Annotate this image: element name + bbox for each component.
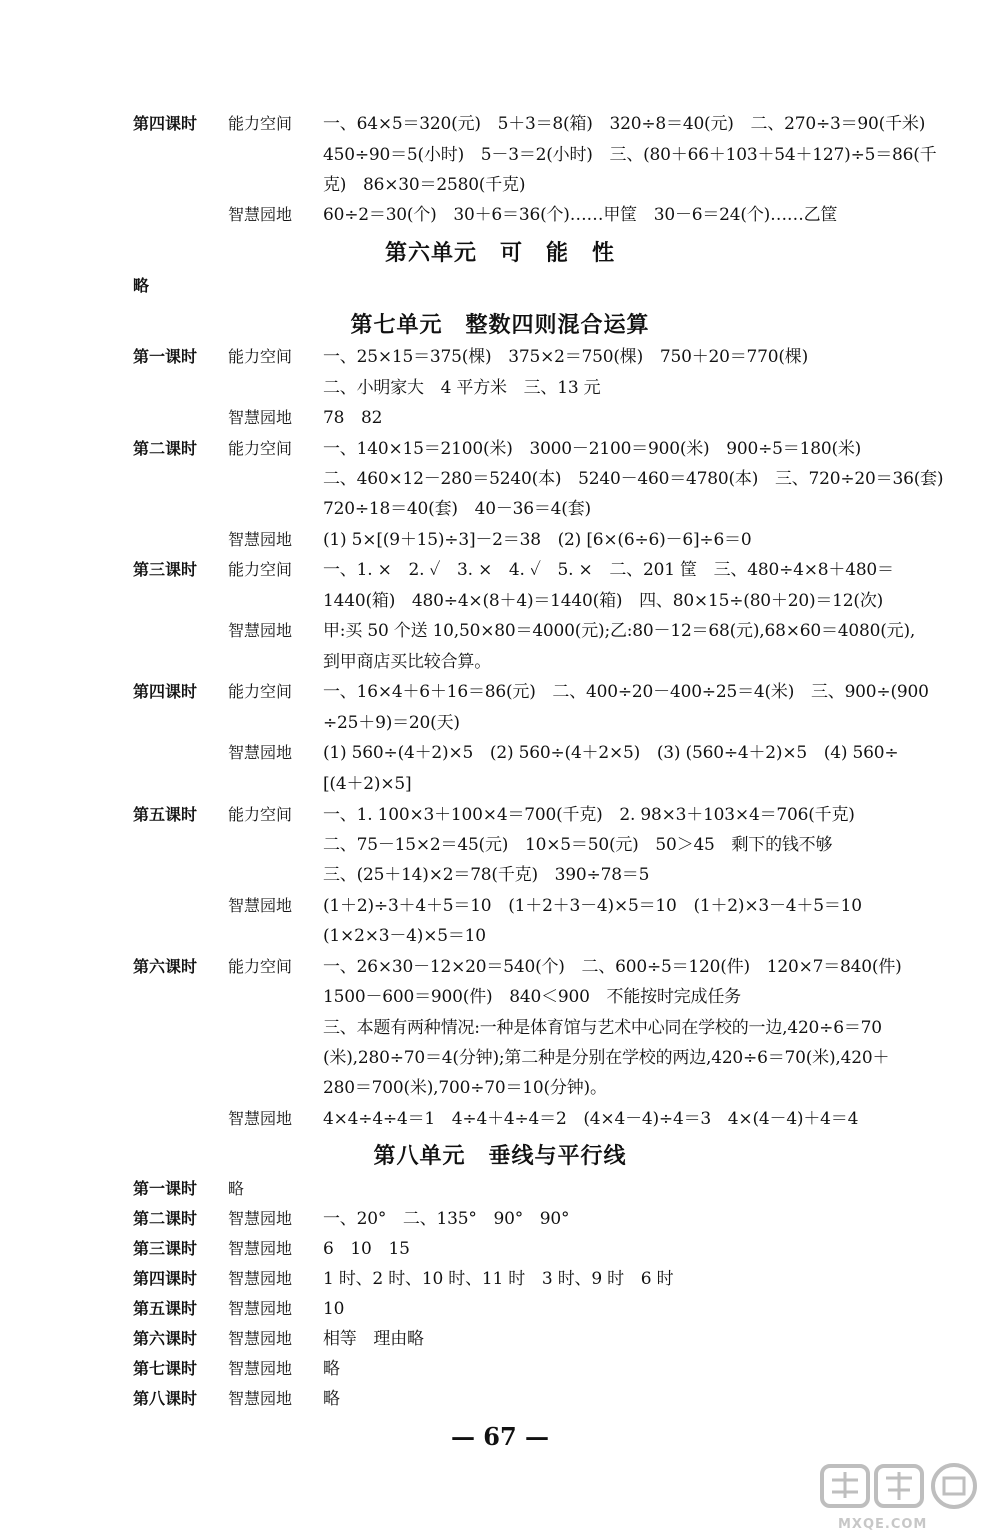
section-label: 智慧园地	[228, 530, 293, 549]
answer-text: 二、小明家大 4 平方米 三、13 元	[323, 378, 601, 398]
unit-heading: 第八单元 垂线与平行线	[373, 1144, 627, 1169]
answer-row	[0, 769, 1000, 799]
answer-text: 相等 理由略	[323, 1329, 424, 1349]
answer-row	[0, 464, 1000, 494]
answer-text: [(4＋2)×5]	[323, 774, 412, 794]
section-label: 智慧园地	[228, 1109, 293, 1128]
answer-row	[0, 708, 1000, 738]
answer-text: 280＝700(米),700÷70＝10(分钟)。	[323, 1078, 607, 1098]
answer-row	[0, 860, 1000, 890]
answer-text: 克) 86×30＝2580(千克)	[323, 175, 526, 195]
answer-text: 三、(25＋14)×2＝78(千克) 390÷78＝5	[323, 865, 650, 885]
answer-row	[0, 1104, 1000, 1134]
answer-row	[0, 616, 1000, 646]
section-label: 智慧园地	[228, 1239, 293, 1258]
answer-text: 1 时、2 时、10 时、11 时 3 时、9 时 6 时	[323, 1269, 674, 1289]
answer-text: 1500－600＝900(件) 840＜900 不能按时完成任务	[323, 987, 741, 1007]
answer-text: 略	[323, 1389, 340, 1409]
lesson-label: 第四课时	[133, 114, 198, 133]
lesson-label: 第六课时	[133, 1329, 198, 1348]
answer-row	[0, 586, 1000, 616]
answer-text: (1×2×3－4)×5＝10	[323, 926, 486, 946]
answer-row	[0, 109, 1000, 139]
unit-heading: 第七单元 整数四则混合运算	[350, 313, 650, 338]
section-label: 能力空间	[228, 957, 293, 976]
answer-text: 720÷18＝40(套) 40－36＝4(套)	[323, 499, 591, 519]
answer-text: 一、1. 100×3＋100×4＝700(千克) 2. 98×3＋103×4＝706(千克)	[323, 805, 855, 825]
answer-row	[0, 982, 1000, 1012]
answer-text: 450÷90＝5(小时) 5－3＝2(小时) 三、(80＋66＋103＋54＋127)÷5＝86(千	[323, 145, 937, 165]
answer-row	[0, 1013, 1000, 1043]
lesson-label: 第七课时	[133, 1359, 198, 1378]
lesson-label: 第三课时	[133, 560, 198, 579]
lesson-label: 第八课时	[133, 1389, 198, 1408]
answer-row	[0, 1264, 1000, 1294]
answer-text: 到甲商店买比较合算。	[323, 652, 491, 672]
unit-heading: 第六单元 可 能 性	[384, 241, 615, 266]
answer-row	[0, 140, 1000, 170]
answer-row	[0, 647, 1000, 677]
answer-row	[0, 494, 1000, 524]
answer-text: 略	[323, 1359, 340, 1379]
answer-text: 10	[323, 1299, 345, 1319]
answer-row	[0, 403, 1000, 433]
answer-row	[0, 373, 1000, 403]
watermark-logo	[818, 1462, 988, 1534]
answer-text: ÷25＋9)＝20(天)	[323, 713, 460, 733]
answer-row	[0, 921, 1000, 951]
answer-text: 4×4÷4÷4＝1 4÷4＋4÷4＝2 (4×4－4)÷4＝3 4×(4－4)＋4＝4	[323, 1109, 859, 1129]
answer-row	[0, 525, 1000, 555]
answer-text: 一、20° 二、135° 90° 90°	[323, 1209, 570, 1229]
section-label: 能力空间	[228, 682, 293, 701]
section-label: 能力空间	[228, 439, 293, 458]
answer-row	[0, 677, 1000, 707]
answer-row	[0, 1354, 1000, 1384]
answer-row	[0, 200, 1000, 230]
answer-text: 三、本题有两种情况:一种是体育馆与艺术中心同在学校的一边,420÷6＝70	[323, 1018, 882, 1038]
lesson-label: 第一课时	[133, 1179, 198, 1198]
answer-text: (1＋2)÷3＋4＋5＝10 (1＋2＋3－4)×5＝10 (1＋2)×3－4＋5＝10	[323, 896, 862, 916]
answer-row	[0, 1324, 1000, 1354]
section-label: 略	[228, 1179, 245, 1198]
section-label: 能力空间	[228, 805, 293, 824]
section-label: 智慧园地	[228, 1359, 293, 1378]
answer-text: (米),280÷70＝4(分钟);第二种是分别在学校的两边,420÷6＝70(米),420＋	[323, 1048, 890, 1068]
section-label: 智慧园地	[228, 621, 293, 640]
answer-row	[0, 830, 1000, 860]
answer-row	[0, 170, 1000, 200]
answer-text: 一、16×4＋6＋16＝86(元) 二、400÷20－400÷25＝4(米) 三、900÷(900	[323, 682, 929, 702]
answer-text: 甲:买 50 个送 10,50×80＝4000(元);乙:80－12＝68(元),68×60＝4080(元),	[323, 621, 916, 641]
answer-text: 略	[133, 276, 150, 295]
section-label: 智慧园地	[228, 1269, 293, 1288]
section-label: 智慧园地	[228, 1299, 293, 1318]
section-label: 智慧园地	[228, 743, 293, 762]
answer-text: 一、26×30－12×20＝540(个) 二、600÷5＝120(件) 120×7＝840(件)	[323, 957, 902, 977]
answer-text: (1) 5×[(9＋15)÷3]－2＝38 (2) [6×(6÷6)－6]÷6＝0	[323, 530, 752, 550]
lesson-label: 第四课时	[133, 682, 198, 701]
answer-row	[0, 738, 1000, 768]
answer-text: 一、64×5＝320(元) 5＋3＝8(箱) 320÷8＝40(元) 二、270÷3＝90(千米)	[323, 114, 926, 134]
lesson-label: 第二课时	[133, 1209, 198, 1228]
answer-text: 60÷2＝30(个) 30＋6＝36(个)……甲筐 30－6＝24(个)……乙筐	[323, 205, 838, 225]
answer-row	[0, 342, 1000, 372]
section-label: 智慧园地	[228, 205, 293, 224]
lesson-label: 第六课时	[133, 957, 198, 976]
answer-text: 一、140×15＝2100(米) 3000－2100＝900(米) 900÷5＝180(米)	[323, 439, 862, 459]
lesson-label: 第四课时	[133, 1269, 198, 1288]
answer-row	[0, 555, 1000, 585]
answer-text: 6 10 15	[323, 1239, 410, 1259]
answer-text: 二、460×12－280＝5240(本) 5240－460＝4780(本) 三、720÷20＝36(套)	[323, 469, 944, 489]
lesson-label: 第二课时	[133, 439, 198, 458]
answer-text: (1) 560÷(4＋2)×5 (2) 560÷(4＋2×5) (3) (560÷4＋2)×5 (4) 560÷	[323, 743, 899, 763]
section-label: 能力空间	[228, 114, 293, 133]
watermark-url: MXQE.COM	[838, 1517, 928, 1532]
answer-row	[0, 1234, 1000, 1264]
section-label: 能力空间	[228, 560, 293, 579]
section-label: 能力空间	[228, 347, 293, 366]
answer-row	[0, 891, 1000, 921]
lesson-label: 第一课时	[133, 347, 198, 366]
lesson-label: 第五课时	[133, 1299, 198, 1318]
answer-text: 78 82	[323, 408, 383, 428]
answer-row	[0, 434, 1000, 464]
answer-row	[0, 1174, 1000, 1204]
answer-row	[0, 271, 1000, 301]
lesson-label: 第三课时	[133, 1239, 198, 1258]
answer-text: 一、1. × 2. ✓ 3. × 4. ✓ 5. × 二、201 筐 三、480÷4×8＋480＝	[323, 560, 894, 580]
answer-text: 一、25×15＝375(棵) 375×2＝750(棵) 750＋20＝770(棵)	[323, 347, 809, 367]
section-label: 智慧园地	[228, 408, 293, 427]
page-number: — 67 —	[450, 1422, 550, 1451]
section-label: 智慧园地	[228, 896, 293, 915]
answer-row	[0, 1294, 1000, 1324]
answer-text: 二、75－15×2＝45(元) 10×5＝50(元) 50＞45 剩下的钱不够	[323, 835, 833, 855]
answer-row	[0, 952, 1000, 982]
answer-row	[0, 1043, 1000, 1073]
answer-row	[0, 1204, 1000, 1234]
section-label: 智慧园地	[228, 1209, 293, 1228]
lesson-label: 第五课时	[133, 805, 198, 824]
section-label: 智慧园地	[228, 1389, 293, 1408]
answer-row	[0, 1073, 1000, 1103]
answer-text: 1440(箱) 480÷4×(8＋4)＝1440(箱) 四、80×15÷(80＋20)＝12(次)	[323, 591, 884, 611]
answer-row	[0, 1384, 1000, 1414]
section-label: 智慧园地	[228, 1329, 293, 1348]
answer-row	[0, 800, 1000, 830]
